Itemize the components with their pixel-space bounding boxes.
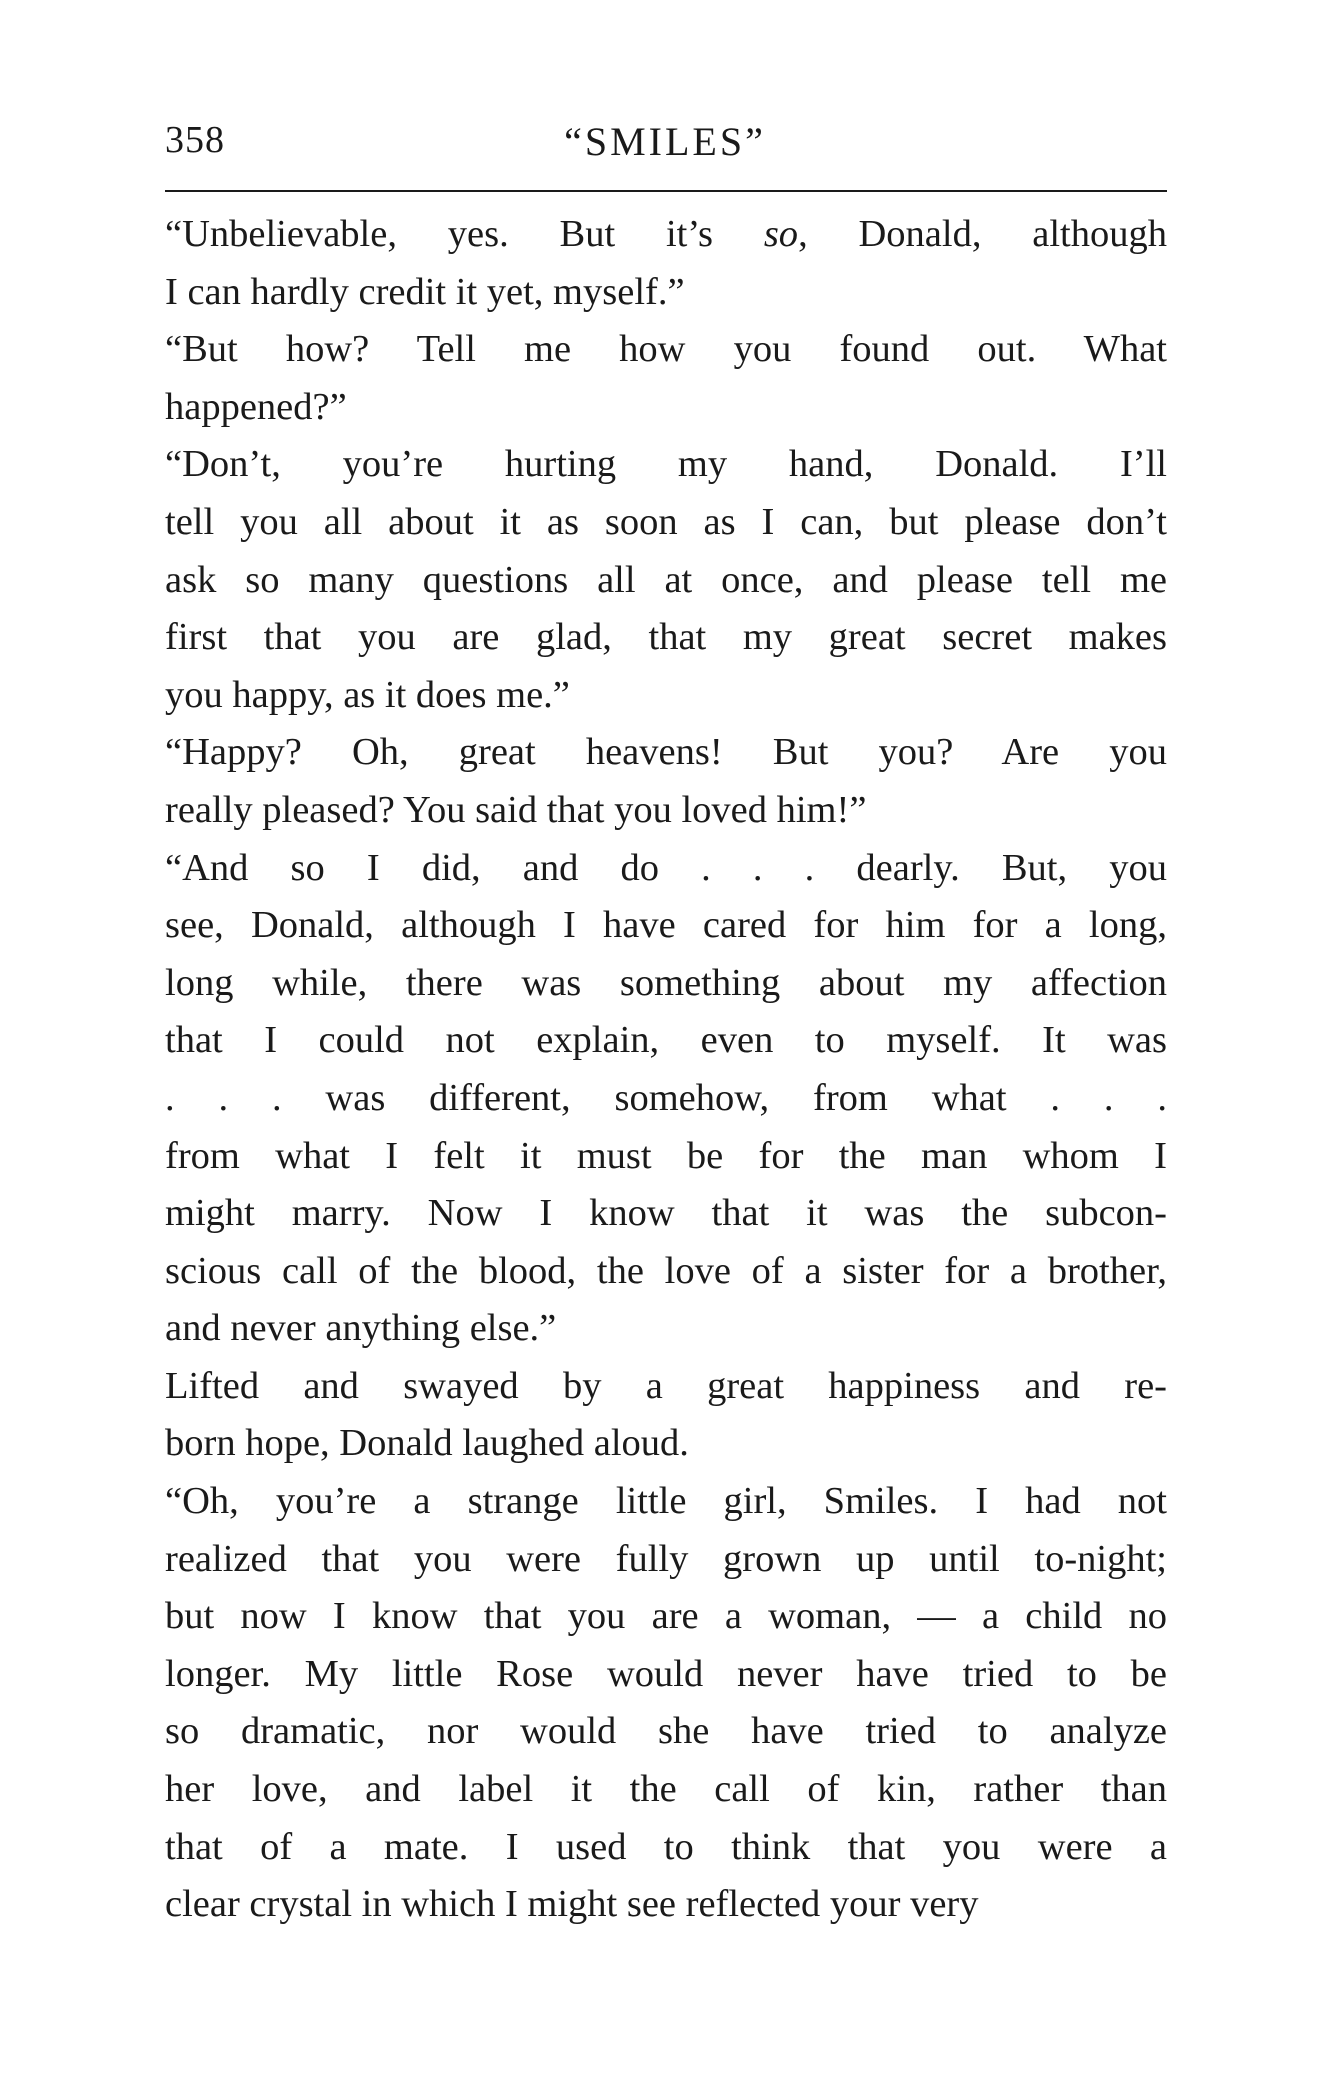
page-number: 358	[165, 119, 225, 161]
text-line: long while, there was something about my affection	[165, 961, 1167, 1004]
text-line: really pleased? You said that you loved him!”	[165, 788, 867, 831]
text-line: see, Donald, although I have cared for him for a long,	[165, 904, 1167, 947]
text-line: but now I know that you are a woman, — a child no	[165, 1595, 1167, 1638]
text-line: might marry. Now I know that it was the subcon-	[165, 1192, 1167, 1235]
text-line: from what I felt it must be for the man whom I	[165, 1134, 1167, 1177]
header-rule	[165, 190, 1167, 192]
page-header	[165, 118, 1165, 178]
text-line: so dramatic, nor would she have tried to analyze	[165, 1710, 1167, 1753]
text-line: “Unbelievable, yes. But it’s so, Donald, although	[165, 213, 1167, 255]
text-line: you happy, as it does me.”	[165, 673, 570, 716]
text-line: Lifted and swayed by a great happiness and re-	[165, 1364, 1167, 1407]
paragraph	[165, 840, 1167, 1358]
text-line: “But how? Tell me how you found out. What	[165, 328, 1167, 371]
paragraph	[165, 436, 1167, 724]
text-line: that of a mate. I used to think that you were a	[165, 1825, 1167, 1868]
text-line: “Oh, you’re a strange little girl, Smiles. I had not	[165, 1480, 1167, 1523]
running-title: “SMILES”	[564, 119, 766, 164]
paragraph	[165, 321, 1167, 436]
text-line: her love, and label it the call of kin, rather than	[165, 1768, 1167, 1811]
text-line: ask so many questions all at once, and please tell me	[165, 558, 1167, 601]
text-line: happened?”	[165, 385, 347, 428]
paragraph	[165, 206, 1167, 321]
text-line: “Don’t, you’re hurting my hand, Donald. I’ll	[165, 443, 1167, 486]
text-line: and never anything else.”	[165, 1307, 557, 1350]
text-line: “Happy? Oh, great heavens! But you? Are you	[165, 731, 1167, 774]
text-line: longer. My little Rose would never have tried to be	[165, 1652, 1167, 1695]
text-line: clear crystal in which I might see reflected your very	[165, 1883, 979, 1926]
text-line: tell you all about it as soon as I can, but please don’t	[165, 500, 1167, 543]
body-text	[165, 206, 1167, 1934]
text-line: first that you are glad, that my great secret makes	[165, 616, 1167, 659]
paragraph	[165, 1358, 1167, 1473]
text-line: . . . was different, somehow, from what . . .	[165, 1076, 1167, 1119]
text-line: born hope, Donald laughed aloud.	[165, 1422, 689, 1465]
text-line: scious call of the blood, the love of a sister for a brother,	[165, 1249, 1167, 1292]
text-line: that I could not explain, even to myself. It was	[165, 1019, 1167, 1062]
text-line: realized that you were fully grown up until to-night;	[165, 1537, 1167, 1580]
text-line: “And so I did, and do . . . dearly. But, you	[165, 846, 1167, 889]
paragraph	[165, 724, 1167, 839]
text-line: I can hardly credit it yet, myself.”	[165, 270, 685, 313]
paragraph	[165, 1473, 1167, 1934]
